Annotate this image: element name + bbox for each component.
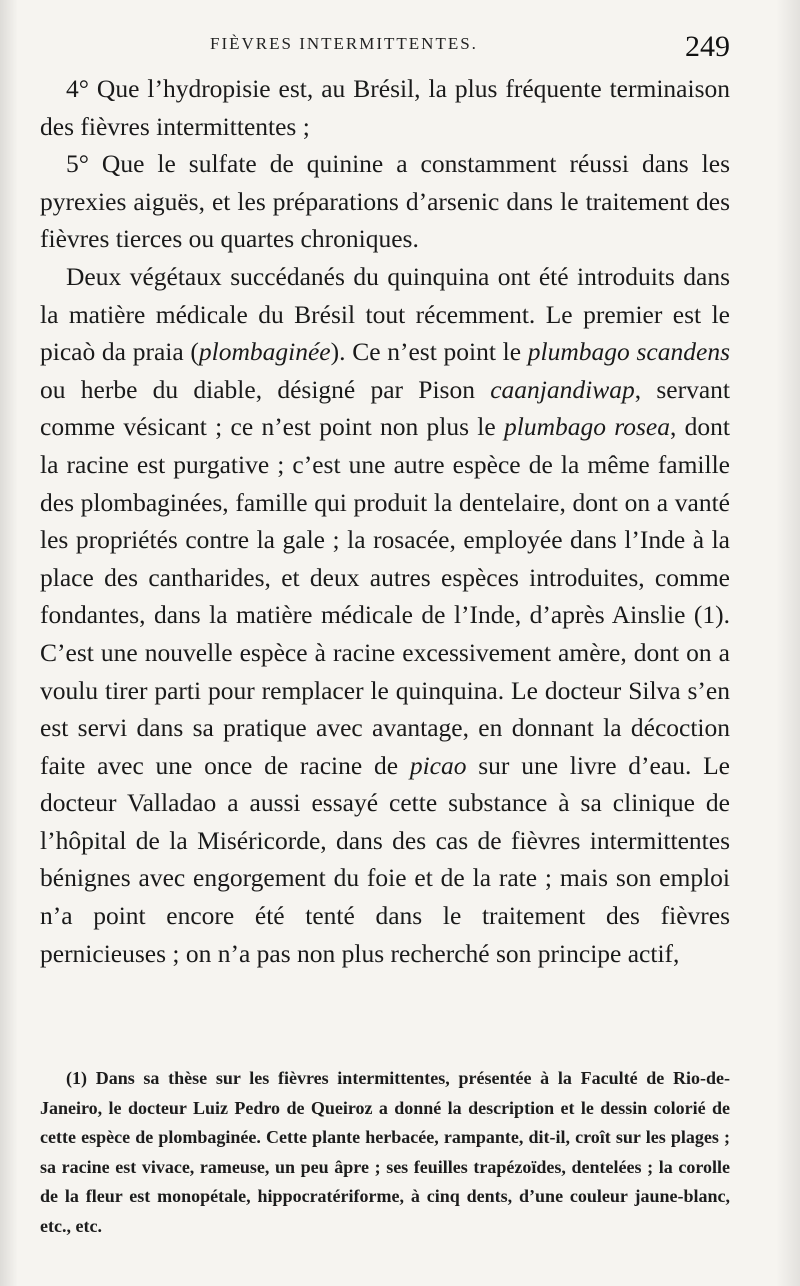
italic-term-plombaginee: plombaginée — [198, 337, 331, 367]
paragraph-2 — [40, 145, 730, 258]
paragraph-1-text: 4° Que l’hydropisie est, au Brésil, la plus fréquente terminaison des fièvres intermittentes ; — [40, 74, 730, 141]
footnote-block — [40, 1064, 730, 1241]
paragraph-3-text-5: , dont la racine est purgative ; c’est une autre espèce de la même famille des plombaginées, famille qui produit la dentelaire, dont on a vanté les propriétés contre la gale ; la rosacée, employée dans l’Inde à la place des cantharides, et deux autres espèces introduites, comme fondantes, dans la matière médicale de l’Inde, d’après Ainslie (1). C’est une nouvelle espèce à racine excessivement amère, dont on a voulu tirer parti pour remplacer le quinquina. Le docteur Silva s’en est servi dans sa pratique avec avantage, en donnant la décoction faite avec une once de racine de — [40, 412, 730, 780]
running-head: FIÈVRES INTERMITTENTES. — [210, 34, 478, 53]
paragraph-3 — [40, 258, 730, 972]
italic-term-plumbago-scandens: plumbago scandens — [527, 337, 730, 367]
main-text — [40, 70, 730, 972]
paragraph-3-text-6: sur une livre d’eau. Le docteur Valladao a aussi essayé cette substance à sa clinique de l’hôpital de la Miséricorde, dans des cas de fièvres intermittentes bénignes avec engorgement du foie et de la rate ; mais son emploi n’a point encore été tenté dans le traitement des fièvres pernicieuses ; on n’a pas non plus recherché son principe actif, — [40, 750, 730, 968]
paragraph-3-text-1: Deux végétaux succédanés du quinquina ont été introduits dans la matière médicale du Brésil tout récemment. Le premier est le picaò da praia ( — [40, 261, 730, 367]
italic-term-plumbago-rosea: plumbago rosea — [503, 412, 670, 442]
page-number: 249 — [685, 30, 730, 63]
italic-term-caanjandiwap: caanjandiwap — [490, 374, 635, 404]
footnote-1: (1) Dans sa thèse sur les fièvres intermittentes, présentée à la Faculté de Rio-de-Janeiro, le docteur Luiz Pedro de Queiroz a donné la description et le dessin colorié de cette espèce de plombaginée. Cette plante herbacée, rampante, dit-il, croît sur les plages ; sa racine est vivace, rameuse, un peu âpre ; ses feuilles trapézoïdes, dentelées ; la corolle de la fleur est monopétale, hippocratériforme, à cinq dents, d’une couleur jaune-blanc, etc., etc. — [40, 1068, 730, 1236]
paragraph-2-text: 5° Que le sulfate de quinine a constamment réussi dans les pyrexies aiguës, et les préparations d’arsenic dans le traitement des fièvres tierces ou quartes chroniques. — [40, 149, 730, 254]
paragraph-3-text-3: ou herbe du diable, désigné par Pison — [40, 374, 491, 404]
page-gutter-shadow — [0, 0, 18, 1286]
italic-term-picao: picao — [409, 750, 467, 780]
paragraph-3-text-4: , servant comme vésicant ; ce n’est point non plus le — [40, 374, 730, 442]
paragraph-1 — [40, 70, 730, 145]
page-header — [40, 30, 730, 66]
paragraph-3-text-2: ). Ce n’est point le — [330, 337, 528, 367]
page-edge-shadow — [776, 0, 800, 1286]
